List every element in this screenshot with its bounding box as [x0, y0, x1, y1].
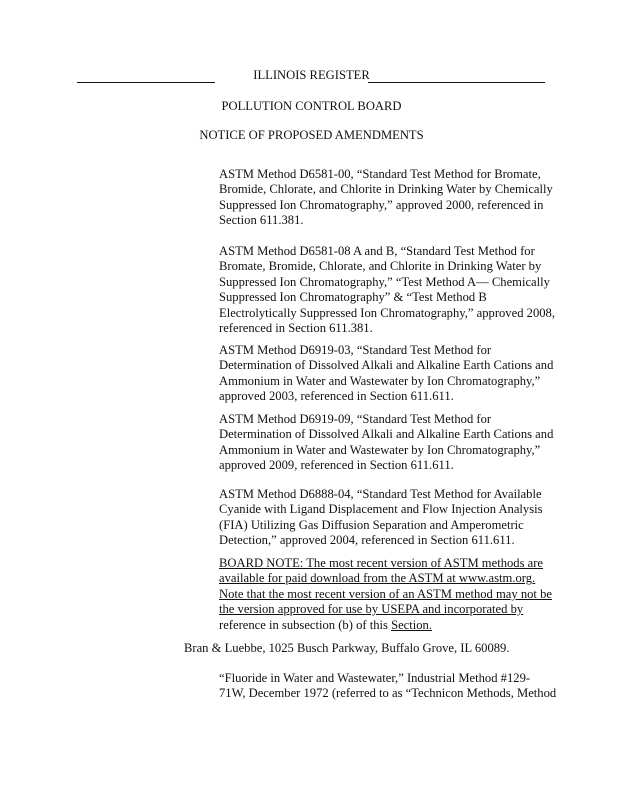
- text-line: Bromide, Chlorate, and Chlorite in Drinking Water by Chemically: [219, 182, 553, 197]
- astm-d6581-08-paragraph: [219, 244, 559, 336]
- text-line: ASTM Method D6888-04, “Standard Test Method for Available: [219, 487, 542, 501]
- text-line: Electrolytically Suppressed Ion Chromatography,” approved 2008,: [219, 305, 555, 320]
- register-title: ILLINOIS REGISTER: [253, 68, 370, 82]
- text-line: ASTM Method D6581-00, “Standard Test Method for Bromate,: [219, 167, 541, 181]
- source-entry: Bran & Luebbe, 1025 Busch Parkway, Buffalo Grove, IL 60089.: [184, 641, 510, 655]
- board-note-line: available for paid download from the ASTM at www.astm.org.: [219, 571, 536, 586]
- section-reference: Section.: [391, 617, 432, 632]
- astm-d6919-09-paragraph: [219, 412, 559, 474]
- board-note-line: Note that the most recent version of an ASTM method may not be: [219, 586, 552, 601]
- text-line: referenced in Section 611.381.: [219, 321, 373, 336]
- board-note-line: BOARD NOTE: The most recent version of ASTM methods are: [219, 556, 544, 570]
- board-note-last-line-text: reference in subsection (b) of this: [219, 617, 392, 632]
- text-line: Bromate, Bromide, Chlorate, and Chlorite in Drinking Water by: [219, 259, 542, 274]
- astm-d6888-04-paragraph: [219, 487, 559, 549]
- notice-title: NOTICE OF PROPOSED AMENDMENTS: [199, 128, 424, 142]
- text-line: Ammonium in Water and Wastewater by Ion Chromatography,”: [219, 373, 541, 388]
- text-line: Section 611.381.: [219, 213, 304, 228]
- board-note-last-line: [219, 618, 559, 633]
- astm-d6919-03-paragraph: [219, 343, 559, 405]
- agency-name: POLLUTION CONTROL BOARD: [221, 99, 402, 113]
- astm-d6581-00-paragraph: [219, 167, 559, 229]
- text-line: Suppressed Ion Chromatography” & “Test Method B: [219, 290, 487, 305]
- fluoride-method-paragraph: [219, 671, 559, 702]
- text-line: approved 2003, referenced in Section 611.611.: [219, 389, 454, 404]
- text-line: “Fluoride in Water and Wastewater,” Industrial Method #129-: [219, 671, 531, 685]
- text-line: Determination of Dissolved Alkali and Alkaline Earth Cations and: [219, 358, 554, 373]
- text-line: Ammonium in Water and Wastewater by Ion Chromatography,”: [219, 442, 541, 457]
- text-line: (FIA) Utilizing Gas Diffusion Separation and Amperometric: [219, 517, 524, 532]
- text-line: 71W, December 1972 (referred to as “Technicon Methods, Method: [219, 686, 557, 701]
- text-line: approved 2009, referenced in Section 611.611.: [219, 458, 454, 473]
- text-line: Cyanide with Ligand Displacement and Flow Injection Analysis: [219, 502, 543, 517]
- text-line: Detection,” approved 2004, referenced in Section 611.611.: [219, 533, 515, 548]
- text-line: ASTM Method D6581-08 A and B, “Standard Test Method for: [219, 244, 535, 258]
- board-note-line: the version approved for use by USEPA and incorporated by: [219, 602, 524, 617]
- text-line: Suppressed Ion Chromatography,” approved 2000, referenced in: [219, 197, 544, 212]
- text-line: Suppressed Ion Chromatography,” “Test Method A— Chemically: [219, 274, 550, 289]
- board-note: [219, 556, 559, 633]
- text-line: ASTM Method D6919-03, “Standard Test Method for: [219, 343, 492, 357]
- text-line: Determination of Dissolved Alkali and Alkaline Earth Cations and: [219, 427, 554, 442]
- text-line: ASTM Method D6919-09, “Standard Test Method for: [219, 412, 492, 426]
